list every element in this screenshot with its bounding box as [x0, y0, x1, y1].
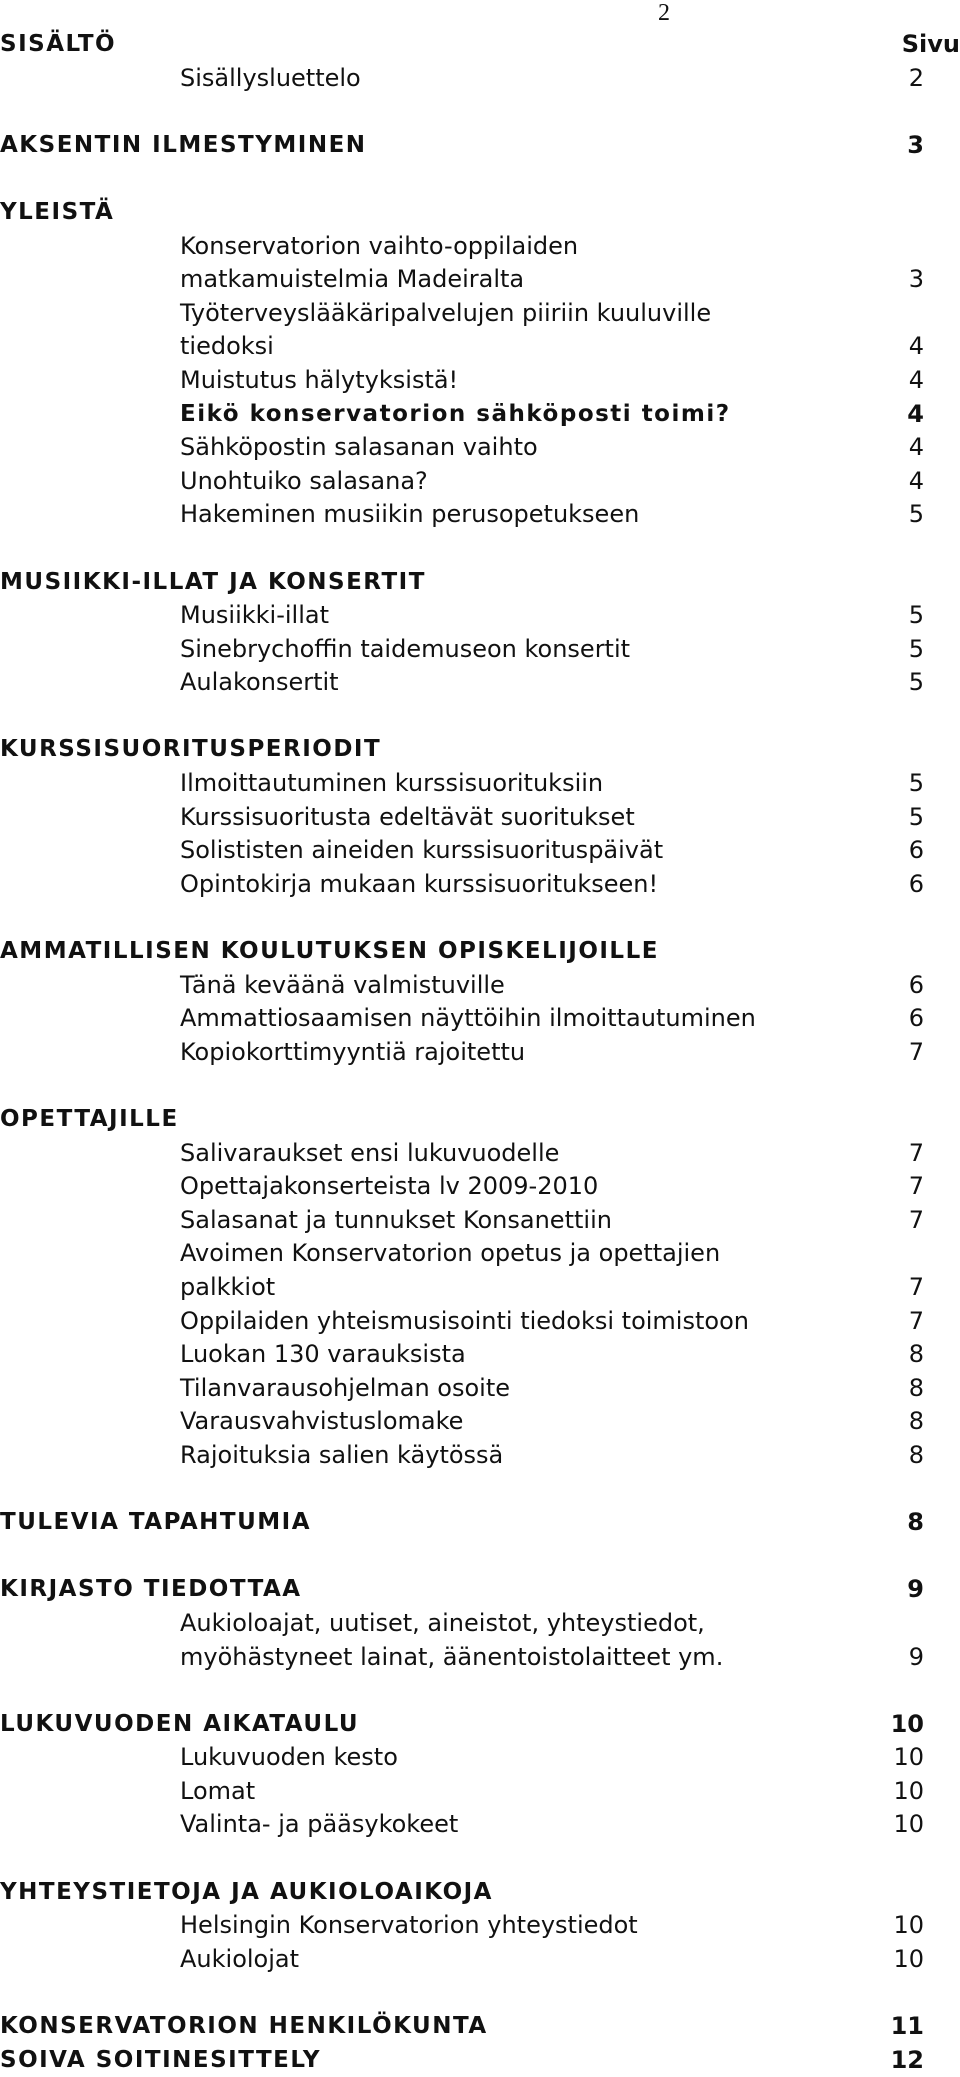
page-number-ref: 7 [908, 1205, 924, 1234]
toc-entry [0, 1439, 960, 1473]
toc-entry [0, 1943, 960, 1977]
page-number-ref: 4 [908, 466, 924, 495]
page-number-ref: 5 [908, 500, 924, 529]
entry-label: myöhästyneet lainat, äänentoistolaitteet ym. [180, 1642, 724, 1671]
page-number-ref: 11 [890, 2012, 924, 2041]
entry-label: Lukuvuoden kesto [180, 1743, 398, 1772]
section-heading-label: YHTEYSTIETOJA JA AUKIOLOAIKOJA [0, 1878, 493, 1905]
section-heading-label: YLEISTÄ [0, 198, 115, 225]
toc-entry [0, 1271, 960, 1305]
page-number-ref: 3 [908, 265, 924, 294]
toc-entry [0, 1641, 960, 1675]
page-number-ref: 6 [908, 1004, 924, 1033]
page-number-ref: 7 [908, 1138, 924, 1167]
toc-entry [0, 364, 960, 398]
toc-entry [0, 633, 960, 667]
toc-section-heading [0, 196, 960, 230]
toc-entry [0, 498, 960, 532]
page-number-ref: 7 [908, 1037, 924, 1066]
toc-entry [0, 666, 960, 700]
toc-section-heading [0, 566, 960, 600]
toc-entry [0, 1775, 960, 1809]
toc-section-heading [0, 1876, 960, 1910]
toc-entry [0, 297, 960, 331]
page-number-ref: 3 [907, 130, 924, 159]
toc-entry [0, 1607, 960, 1641]
entry-label: Konservatorion vaihto-oppilaiden [180, 231, 579, 260]
toc-section-heading [0, 1103, 960, 1137]
entry-label: Hakeminen musiikin perusopetukseen [180, 500, 640, 529]
page-number-ref: 10 [893, 1911, 924, 1940]
toc-entry [0, 1338, 960, 1372]
toc-section-heading [0, 935, 960, 969]
toc-entry [0, 263, 960, 297]
page-number-ref: 10 [890, 1709, 924, 1738]
toc-entry [0, 398, 960, 432]
page-column-label: Sivu [901, 30, 960, 58]
page-number-ref: 7 [908, 1272, 924, 1301]
toc-entry [0, 1137, 960, 1171]
entry-label: Avoimen Konservatorion opetus ja opettajien [180, 1239, 721, 1268]
section-heading-label: MUSIIKKI-ILLAT JA KONSERTIT [0, 568, 426, 595]
toc-section-heading [0, 1506, 960, 1540]
toc-entry [0, 465, 960, 499]
entry-label: Lomat [180, 1776, 256, 1805]
entry-label: Unohtuiko salasana? [180, 466, 428, 495]
entry-label: palkkiot [180, 1272, 276, 1301]
entry-label: Sähköpostin salasanan vaihto [180, 433, 538, 462]
entry-label: Salasanat ja tunnukset Konsanettiin [180, 1205, 612, 1234]
toc-entry [0, 969, 960, 1003]
toc-entries [0, 62, 960, 2077]
entry-label: tiedoksi [180, 332, 274, 361]
entry-label: Työterveyslääkäripalvelujen piiriin kuuluville [180, 298, 712, 327]
page-number-ref: 9 [908, 1642, 924, 1671]
page-number-ref: 8 [908, 1373, 924, 1402]
section-heading-label: LUKUVUODEN AIKATAULU [0, 1710, 360, 1737]
page-number-ref: 2 [908, 63, 924, 92]
entry-label: Solististen aineiden kurssisuorituspäivät [180, 836, 664, 865]
section-heading-label: AMMATILLISEN KOULUTUKSEN OPISKELIJOILLE [0, 938, 659, 965]
entry-label: Tilanvarausohjelman osoite [180, 1373, 511, 1402]
entry-label: Opintokirja mukaan kurssisuoritukseen! [180, 869, 659, 898]
toc-section-heading [0, 1573, 960, 1607]
page-number-ref: 5 [908, 601, 924, 630]
page-number-ref: 4 [908, 433, 924, 462]
toc-entry [0, 1405, 960, 1439]
entry-label: Aulakonsertit [180, 668, 339, 697]
table-of-contents [0, 28, 960, 2077]
toc-section-heading [0, 129, 960, 163]
toc-entry [0, 868, 960, 902]
entry-label: Sinebrychoffin taidemuseon konsertit [180, 634, 631, 663]
page-number-ref: 12 [890, 2045, 924, 2074]
toc-entry [0, 330, 960, 364]
page-number-ref: 5 [908, 634, 924, 663]
toc-entry [0, 834, 960, 868]
section-heading-label: TULEVIA TAPAHTUMIA [0, 1509, 312, 1536]
entry-label: Sisällysluettelo [180, 63, 361, 92]
page-number-ref: 10 [893, 1743, 924, 1772]
entry-label: Salivaraukset ensi lukuvuodelle [180, 1138, 560, 1167]
page-number-ref: 8 [908, 1340, 924, 1369]
section-heading-label: KIRJASTO TIEDOTTAA [0, 1576, 302, 1603]
section-heading-label: KURSSISUORITUSPERIODIT [0, 736, 382, 763]
page-number-ref: 5 [908, 769, 924, 798]
page-number-ref: 4 [908, 332, 924, 361]
entry-label: Musiikki-illat [180, 601, 330, 630]
page-number-ref: 7 [908, 1306, 924, 1335]
entry-label: Tänä keväänä valmistuville [180, 970, 505, 999]
entry-label: Muistutus hälytyksistä! [180, 365, 459, 394]
page-number-ref: 8 [907, 1508, 924, 1537]
toc-entry [0, 230, 960, 264]
entry-label: Luokan 130 varauksista [180, 1340, 466, 1369]
page-number-ref: 4 [908, 365, 924, 394]
entry-label: Varausvahvistuslomake [180, 1407, 464, 1436]
entry-label: Rajoituksia salien käytössä [180, 1440, 504, 1469]
entry-label: Opettajakonserteista lv 2009-2010 [180, 1172, 599, 1201]
section-heading-label: AKSENTIN ILMESTYMINEN [0, 131, 367, 158]
toc-entry [0, 1036, 960, 1070]
toc-entry [0, 431, 960, 465]
toc-entry [0, 1170, 960, 1204]
page-number-ref: 9 [907, 1575, 924, 1604]
page-number-ref: 10 [893, 1776, 924, 1805]
toc-entry [0, 1741, 960, 1775]
toc-entry [0, 1909, 960, 1943]
entry-label: Ammattiosaamisen näyttöihin ilmoittautuminen [180, 1004, 756, 1033]
page-number-ref: 7 [908, 1172, 924, 1201]
page-number-ref: 5 [908, 668, 924, 697]
toc-section-heading [0, 2010, 960, 2044]
page-number-ref: 8 [908, 1407, 924, 1436]
toc-entry [0, 1204, 960, 1238]
entry-label: Valinta- ja pääsykokeet [180, 1810, 459, 1839]
toc-section-heading [0, 1708, 960, 1742]
entry-label: Kopiokorttimyyntiä rajoitettu [180, 1037, 526, 1066]
toc-entry [0, 1237, 960, 1271]
page-number-ref: 6 [908, 836, 924, 865]
section-heading-label: KONSERVATORION HENKILÖKUNTA [0, 2013, 488, 2040]
entry-label: matkamuistelmia Madeiralta [180, 265, 525, 294]
toc-section-heading [0, 733, 960, 767]
page-number: 2 [658, 0, 670, 26]
page-number-ref: 10 [893, 1810, 924, 1839]
page-number-ref: 8 [908, 1440, 924, 1469]
page-number-ref: 6 [908, 970, 924, 999]
entry-label: Eikö konservatorion sähköposti toimi? [180, 400, 731, 427]
section-heading-label: OPETTAJILLE [0, 1106, 179, 1132]
section-heading-label: SOIVA SOITINESITTELY [0, 2046, 322, 2073]
toc-entry [0, 599, 960, 633]
page-number-ref: 5 [908, 802, 924, 831]
entry-label: Oppilaiden yhteismusisointi tiedoksi toimistoon [180, 1306, 749, 1335]
toc-entry [0, 1002, 960, 1036]
entry-label: Ilmoittautuminen kurssisuorituksiin [180, 769, 604, 798]
toc-entry [0, 1372, 960, 1406]
toc-entry [0, 801, 960, 835]
page-number-ref: 10 [893, 1944, 924, 1973]
toc-entry [0, 62, 960, 96]
entry-label: Aukiolojat [180, 1944, 300, 1973]
toc-entry [0, 767, 960, 801]
toc-entry [0, 1808, 960, 1842]
page-number-ref: 6 [908, 869, 924, 898]
toc-title: SISÄLTÖ [0, 31, 117, 57]
page-number-ref: 4 [907, 399, 924, 428]
entry-label: Kurssisuoritusta edeltävät suoritukset [180, 802, 635, 831]
toc-header-row [0, 28, 960, 62]
entry-label: Aukioloajat, uutiset, aineistot, yhteystiedot, [180, 1608, 705, 1637]
toc-section-heading [0, 2044, 960, 2077]
toc-entry [0, 1305, 960, 1339]
entry-label: Helsingin Konservatorion yhteystiedot [180, 1911, 638, 1940]
